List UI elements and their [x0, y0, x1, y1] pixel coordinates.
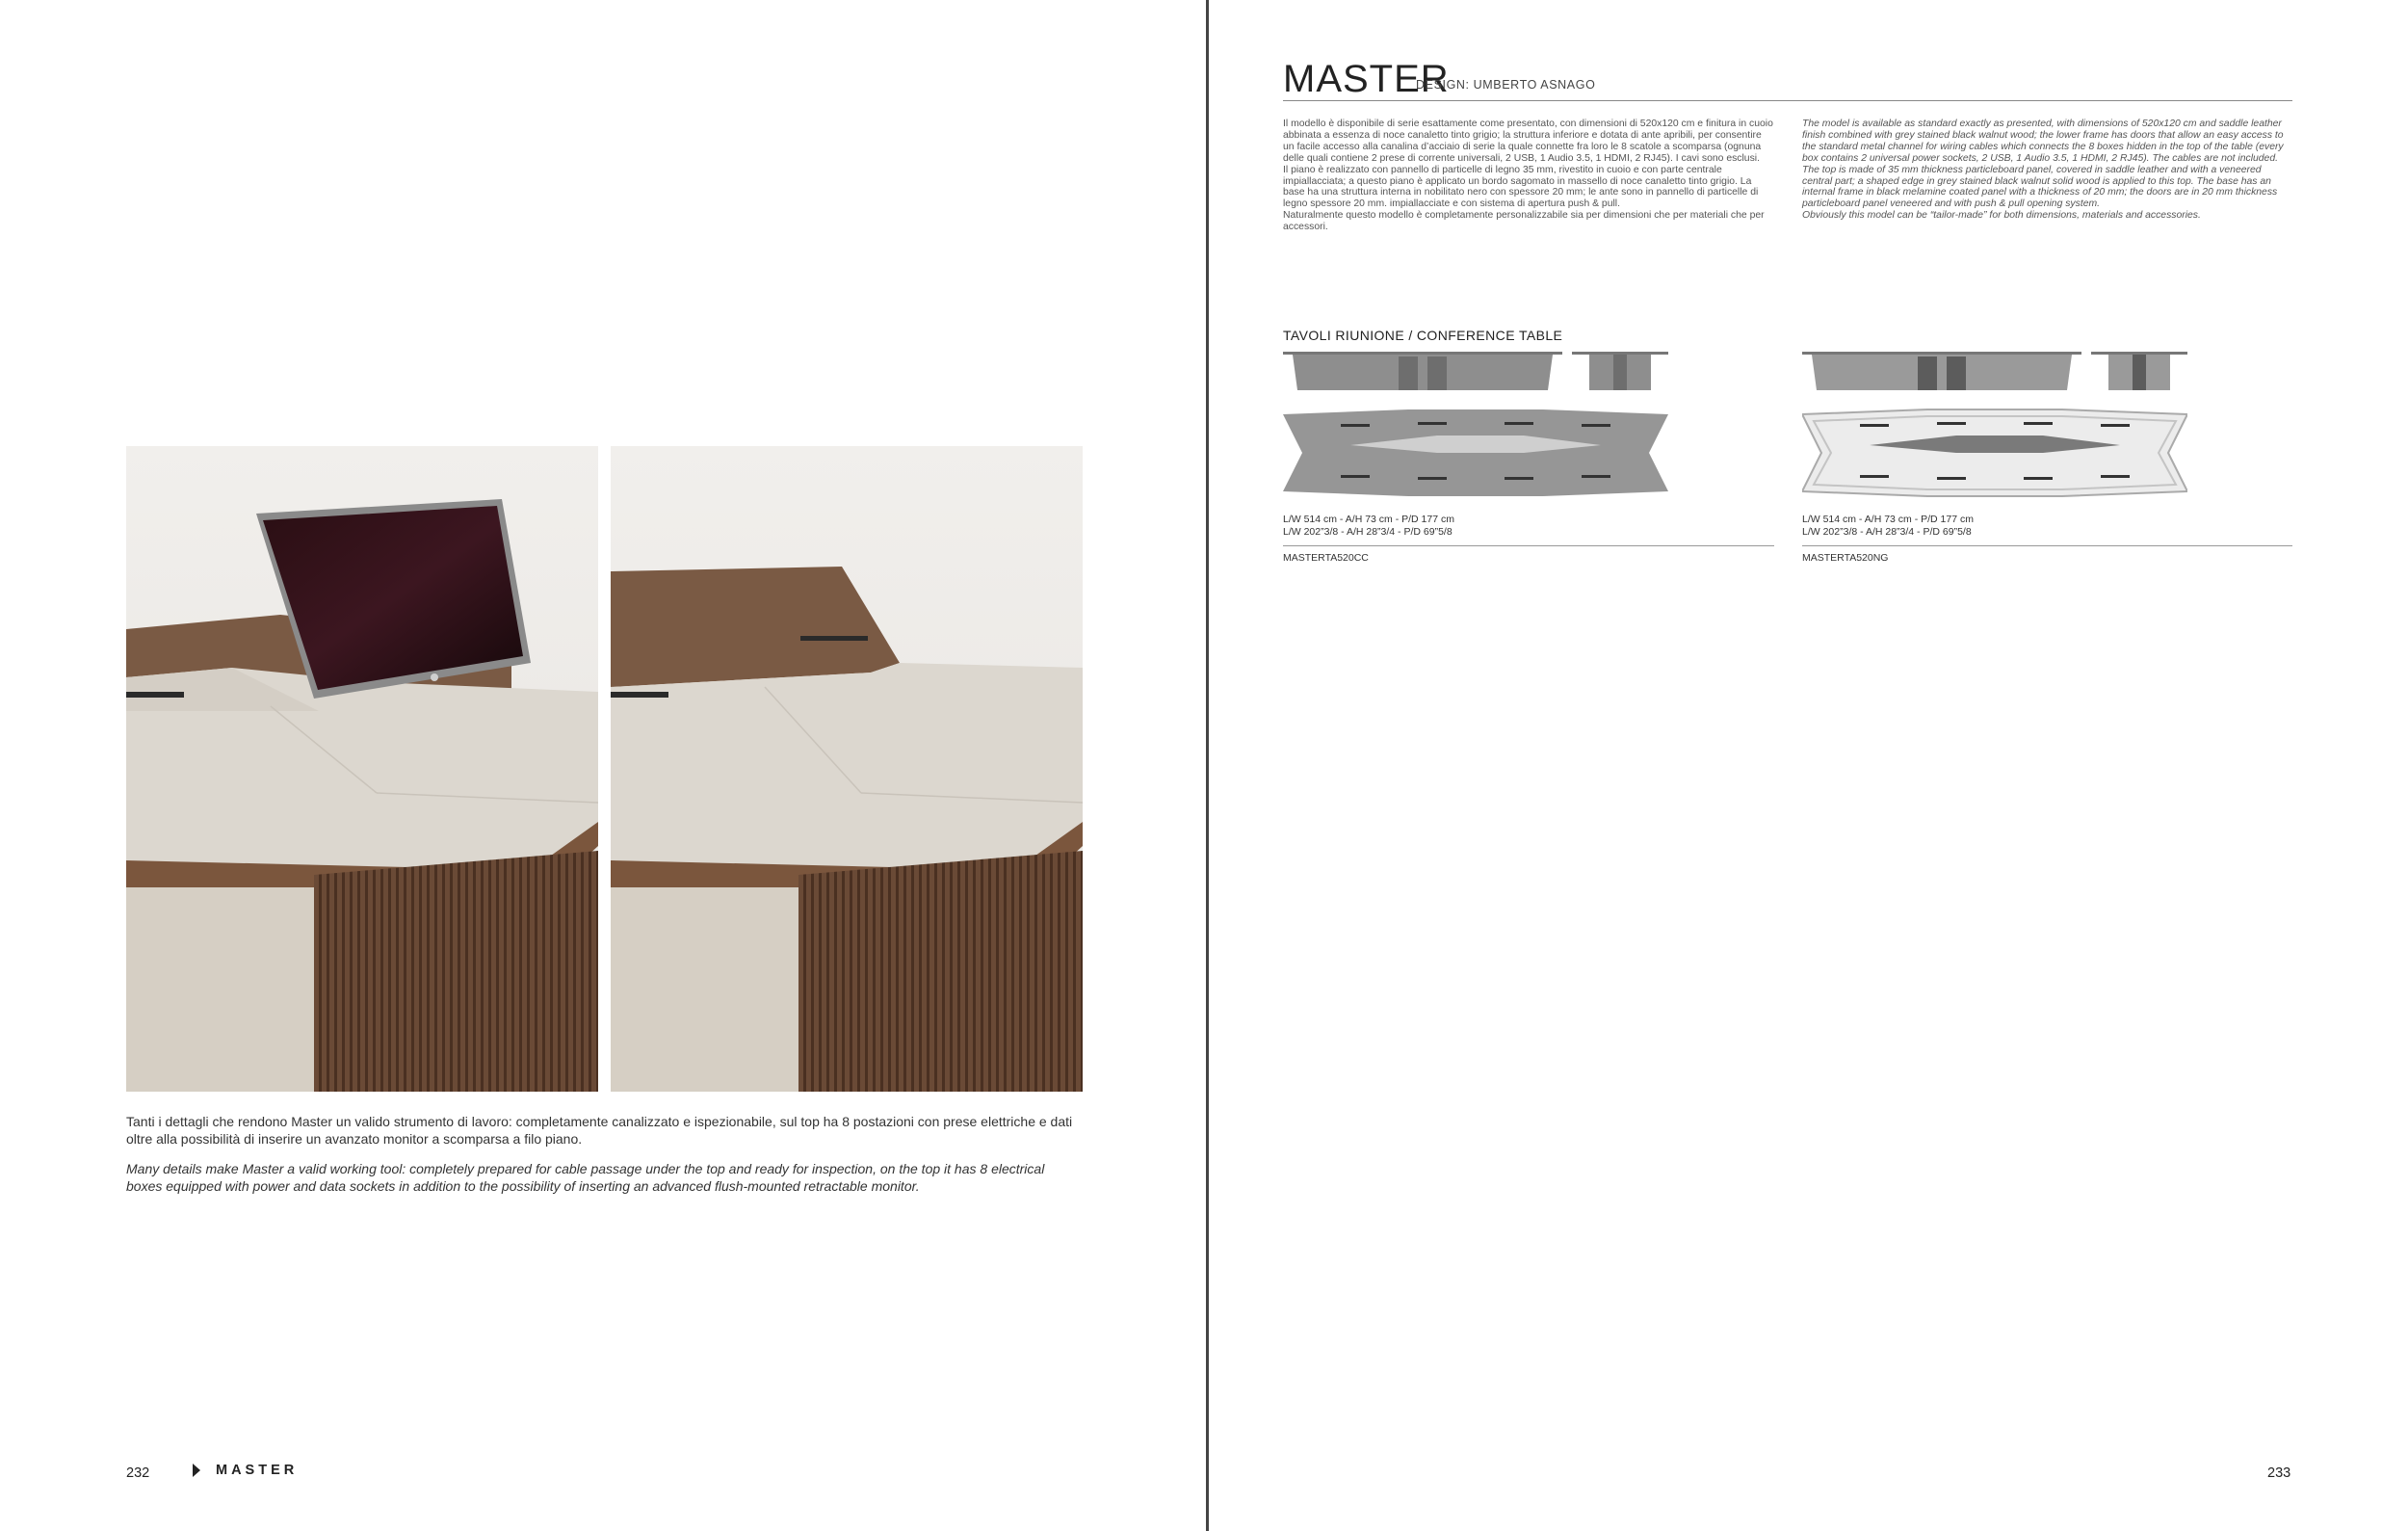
caption-english: Many details make Master a valid working tool: completely prepared for cable passage under the top and ready for inspection, on the top it has 8 electrical boxes equipped with power and data sockets in addition to the possibility of inserting an advanced flush-mounted retractable monitor. [126, 1161, 1045, 1194]
paragraph: Il piano è realizzato con pannello di particelle di legno 35 mm, rivestito in cuoio e con parte centrale impiallacciata; a questo piano è applicato un bordo sagomato in massello di noce canaletto tinto grigio. La base ha una struttura interna in nobilitato nero con spessore 20 mm; le ante sono in pannello di particelle di legno spessore 20 mm. impiallacciate e con sistema di apertura push & pull. [1283, 164, 1759, 210]
dims-metric: L/W 514 cm - A/H 73 cm - P/D 177 cm [1802, 514, 1974, 525]
page-number-left: 232 [126, 1465, 150, 1481]
paragraph: The model is available as standard exactly as presented, with dimensions of 520x120 cm and saddle leather finish combined with grey stained black walnut wood; the lower frame has doors that allow an easy access to the standard metal channel for wiring cables which connects the 8 boxes hidden in the top of the table (every box contains 2 universal power sockets, 2 USB, 1 Audio 3.5, 1 HDMI, 2 RJ45). The cables are not included. [1802, 119, 2284, 164]
paragraph: The top is made of 35 mm thickness particleboard panel, covered in saddle leather and with a veneered central part; a shaped edge in grey stained black walnut solid wood is applied to this top. The base has an internal frame in black melamine coated panel with a thickness of 20 mm; the doors are in 20 mm thickness particleboard panel veneered and with push & pull opening system. [1802, 164, 2278, 210]
running-title-label: MASTER [216, 1463, 299, 1478]
technical-drawing-cc [1283, 352, 1668, 506]
page-title: MASTER [1283, 58, 1450, 100]
dims-imperial: L/W 202”3/8 - A/H 28”3/4 - P/D 69”5/8 [1802, 526, 1972, 538]
book-spine [1206, 0, 1209, 1531]
product-dimensions [1802, 514, 1974, 539]
page-number-right: 233 [2267, 1465, 2291, 1481]
product-dimensions [1283, 514, 1454, 539]
running-title [193, 1463, 298, 1478]
triangle-arrow-icon [193, 1464, 200, 1477]
product-code: MASTERTA520NG [1802, 552, 1889, 564]
paragraph: Il modello è disponibile di serie esattamente come presentato, con dimensioni di 520x120 cm e finitura in cuoio abbinata a essenza di noce canaletto tinto grigio; la struttura inferiore e dotata di ante apribili, per consentire un facile accesso alla canalina d’acciaio di serie la quale connette fra loro le 8 scatole a scomparsa (ognuna delle quali contiene 2 prese di corrente universali, 2 USB, 1 Audio 3.5, 1 HDMI, 2 RJ45). I cavi sono esclusi. [1283, 119, 1773, 164]
paragraph: Obviously this model can be “tailor-made” for both dimensions, materials and accessories. [1802, 210, 2201, 222]
photo-table-monitor-retracted [611, 446, 1083, 1092]
paragraph: Naturalmente questo modello è completamente personalizzabile sia per dimensioni che per materiali che per accessori. [1283, 210, 1765, 233]
photo-table-with-monitor [126, 446, 598, 1092]
divider [1283, 545, 1774, 546]
section-title: TAVOLI RIUNIONE / CONFERENCE TABLE [1283, 328, 1563, 343]
dims-imperial: L/W 202”3/8 - A/H 28”3/4 - P/D 69”5/8 [1283, 526, 1453, 538]
divider [1802, 545, 2292, 546]
technical-drawing-ng [1802, 352, 2187, 506]
product-code: MASTERTA520CC [1283, 552, 1369, 564]
designer-credit: DESIGN: UMBERTO ASNAGO [1416, 78, 1596, 92]
description-italian [1283, 119, 1774, 233]
caption-italian: Tanti i dettagli che rendono Master un valido strumento di lavoro: completamente canalizzato e ispezionabile, sul top ha 8 postazioni con prese elettriche e dati oltre alla possibilità di inserire un avanzato monitor a scomparsa a filo piano. [126, 1114, 1073, 1147]
title-rule [1283, 100, 2292, 101]
description-english [1802, 119, 2293, 222]
dims-metric: L/W 514 cm - A/H 73 cm - P/D 177 cm [1283, 514, 1454, 525]
